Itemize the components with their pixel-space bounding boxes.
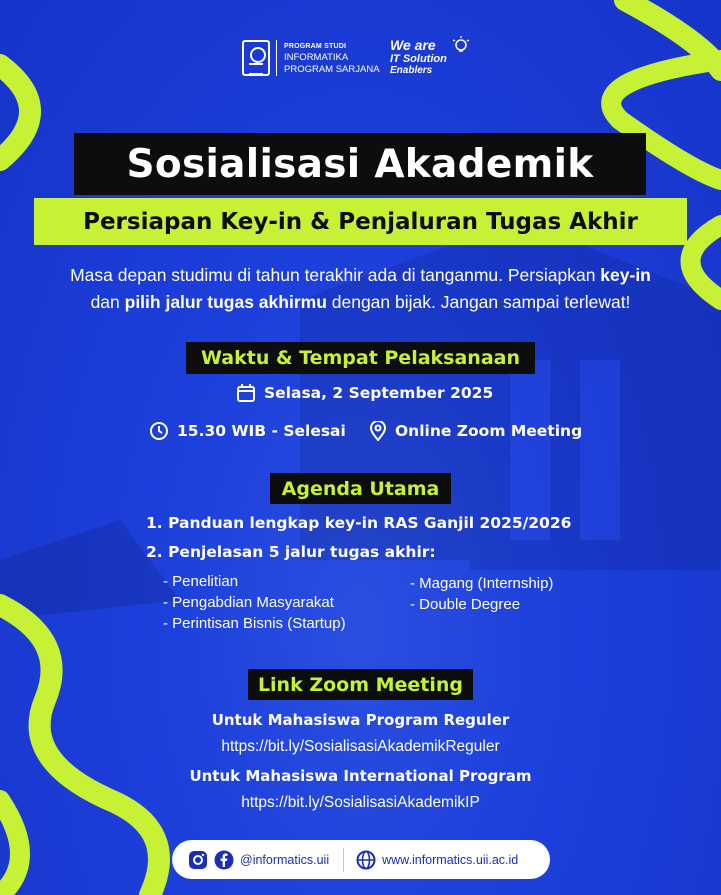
- globe-icon: [356, 850, 376, 870]
- location-pin-icon: [369, 421, 387, 441]
- intro-bold2: pilih jalur tugas akhirmu: [124, 292, 327, 312]
- track-list-right: [410, 573, 553, 615]
- agenda-item-2: 2. Penjelasan 5 jalur tugas akhir:: [146, 543, 436, 561]
- intro-text: [20, 262, 701, 316]
- intro-part2: dan: [90, 292, 125, 312]
- track-item: - Perintisan Bisnis (Startup): [163, 615, 346, 632]
- date-row: [236, 383, 493, 403]
- time-row: [149, 421, 346, 441]
- uii-logo: [242, 40, 270, 76]
- calendar-icon: [236, 383, 256, 403]
- prodi-line1: PROGRAM STUDI: [284, 43, 347, 50]
- regular-label: Untuk Mahasiswa Program Reguler: [211, 711, 510, 729]
- tagline-line3: Enablers: [390, 65, 433, 76]
- title-banner: [74, 133, 646, 195]
- track-list-left: [163, 571, 346, 634]
- intro-bold1: key-in: [600, 265, 651, 285]
- track-item: - Double Degree: [410, 596, 521, 613]
- tagline-line2: IT Solution: [390, 53, 447, 65]
- zoom-heading: Link Zoom Meeting: [248, 669, 473, 700]
- track-item: - Penelitian: [163, 573, 239, 590]
- tagline-line1: We are: [390, 37, 436, 53]
- clock-icon: [149, 421, 169, 441]
- track-item: - Magang (Internship): [410, 575, 554, 592]
- agenda-heading: Agenda Utama: [270, 473, 451, 504]
- page-subtitle: Persiapan Key-in & Penjaluran Tugas Akhir: [83, 208, 638, 235]
- footer-bar: [172, 840, 550, 879]
- page-title: Sosialisasi Akademik: [126, 141, 594, 187]
- subtitle-banner: [34, 198, 687, 245]
- instagram-icon[interactable]: [188, 850, 208, 870]
- event-time: 15.30 WIB - Selesai: [177, 422, 346, 440]
- facebook-icon[interactable]: [214, 850, 234, 870]
- agenda-item-1: 1. Panduan lengkap key-in RAS Ganjil 2025/2026: [146, 514, 572, 532]
- lightbulb-icon: [452, 36, 470, 58]
- track-item: - Pengabdian Masyarakat: [163, 594, 334, 611]
- website-link[interactable]: www.informatics.uii.ac.id: [382, 852, 519, 867]
- intro-part1: Masa depan studimu di tahun terakhir ada di tanganmu. Persiapkan: [70, 265, 601, 285]
- logo-divider: [276, 40, 277, 76]
- event-date: Selasa, 2 September 2025: [264, 384, 494, 402]
- tagline: [390, 38, 447, 77]
- social-handle[interactable]: @informatics.uii: [240, 852, 330, 867]
- place-row: [369, 421, 582, 441]
- event-place: Online Zoom Meeting: [395, 422, 583, 440]
- regular-zoom-link[interactable]: https://bit.ly/SosialisasiAkademikReguler: [221, 738, 500, 755]
- footer-divider: [343, 848, 344, 872]
- ip-zoom-link[interactable]: https://bit.ly/SosialisasiAkademikIP: [241, 794, 480, 811]
- intro-part3: dengan bijak. Jangan sampai terlewat!: [326, 292, 631, 312]
- ip-label: Untuk Mahasiswa International Program: [189, 767, 532, 785]
- prodi-line3: PROGRAM SARJANA: [284, 64, 380, 75]
- program-name: [284, 41, 380, 76]
- schedule-heading: Waktu & Tempat Pelaksanaan: [186, 342, 535, 374]
- prodi-line2: INFORMATIKA: [284, 52, 349, 63]
